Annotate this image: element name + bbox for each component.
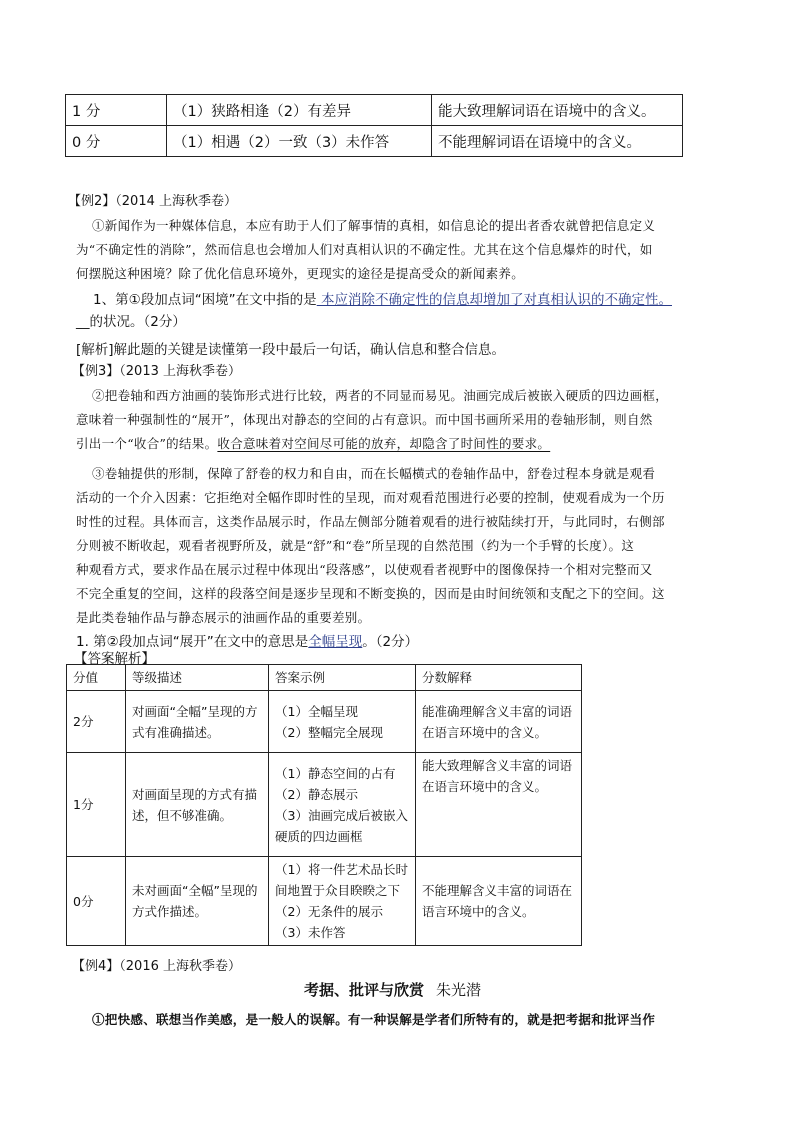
example3-para-line bbox=[76, 434, 736, 452]
example2-para-line: ①新闻作为一种媒体信息，本应有助于人们了解事情的真相，如信息论的提出者香农就曾把信息定义 bbox=[92, 218, 656, 233]
header-examples: 答案示例 bbox=[269, 665, 416, 691]
answer-text: 全幅呈现 bbox=[308, 634, 363, 650]
example-cell bbox=[269, 857, 416, 946]
example-item: （1）全幅呈现 bbox=[275, 703, 358, 719]
table-row bbox=[67, 857, 582, 946]
example3-para-line: ③卷轴提供的形制，保障了舒卷的权力和自由，而在长幅横式的卷轴作品中，舒卷过程本身就是观看 bbox=[92, 466, 656, 481]
example-cell bbox=[269, 753, 416, 857]
answer-heading: 【答案解析】 bbox=[74, 651, 155, 667]
table-row bbox=[67, 691, 582, 753]
example-cell: （1）狭路相逢（2）有差异 bbox=[167, 95, 432, 126]
question-text: 1. 第②段加点词“展开”在文中的意思是 bbox=[76, 634, 309, 650]
question-text: 的状况。（2分） bbox=[89, 314, 186, 330]
example-item: （2）整幅完全展现 bbox=[275, 724, 383, 740]
example3-heading: 【例3】（2013 上海秋季卷） bbox=[72, 364, 241, 379]
table-row bbox=[67, 753, 582, 857]
example2-analysis: [解析]解此题的关键是读懂第一段中最后一句话，确认信息和整合信息。 bbox=[76, 342, 506, 358]
scoring-rubric-table bbox=[66, 664, 582, 946]
answer-blank: __ bbox=[76, 314, 90, 330]
score-cell: 1分 bbox=[67, 753, 126, 857]
score-cell: 2分 bbox=[67, 691, 126, 753]
example3-para-line: 不完全重复的空间，这样的段落空间是逐步呈现和不断变换的，因而是由时间统领和支配之下的空间。这 bbox=[76, 586, 665, 601]
example-item: （1）将一件艺术品长时间地置于众目睽睽之下 bbox=[275, 862, 408, 898]
header-explain: 分数解释 bbox=[416, 665, 582, 691]
table-header-row bbox=[67, 665, 582, 691]
example2-question-cont bbox=[76, 310, 186, 330]
example-cell bbox=[269, 691, 416, 753]
desc-cell: 对画面“全幅”呈现的方式有准确描述。 bbox=[126, 691, 269, 753]
score-cell: 0 分 bbox=[66, 126, 167, 157]
article-title: 考据、批评与欣赏 bbox=[304, 981, 425, 999]
score-cell: 0分 bbox=[67, 857, 126, 946]
question-score: 。（2分） bbox=[362, 634, 419, 650]
example3-para-line: 种观看方式，要求作品在展示过程中体现出“段落感”，以使观看者视野中的图像保持一个相对完整而又 bbox=[76, 562, 653, 577]
example2-para-line: 为“不确定性的消除”，然而信息也会增加人们对真相认识的不确定性。尤其在这个信息爆炸的时代，如 bbox=[76, 242, 653, 257]
example2-question bbox=[93, 288, 672, 308]
underlined-sentence: 收合意味着对空间尽可能的放弃，却隐含了时间性的要求。 bbox=[217, 436, 551, 451]
question-text: 1、第①段加点词“困境”在文中指的是 bbox=[93, 292, 317, 308]
example2-para-line: 何摆脱这种困境？除了优化信息环境外，更现实的途径是提高受众的新闻素养。 bbox=[76, 266, 525, 281]
header-score: 分值 bbox=[67, 665, 126, 691]
answer-text: 本应消除不确定性的信息却增加了对真相认识的不确定性。 bbox=[316, 292, 672, 308]
table-row bbox=[66, 126, 683, 157]
example3-para-line: ②把卷轴和西方油画的装饰形式进行比较，两者的不同显而易见。油画完成后被嵌入硬质的四边画框， bbox=[92, 388, 669, 403]
article-author: 朱光潜 bbox=[436, 981, 482, 999]
example3-para-line: 时性的过程。具体而言，这类作品展示时，作品左侧部分随着观看的进行被陆续打开，与此同时，右侧部 bbox=[76, 514, 665, 529]
example-cell: （1）相遇（2）一致（3）未作答 bbox=[167, 126, 432, 157]
table-row bbox=[66, 95, 683, 126]
example3-para-line: 意味着一种强制性的“展开”，体现出对静态的空间的占有意识。而中国书画所采用的卷轴形制，则自然 bbox=[76, 412, 653, 427]
explain-cell: 能大致理解含义丰富的词语在语言环境中的含义。 bbox=[416, 753, 582, 857]
example3-para-line: 分则被不断收起，观看者视野所及，就是“舒”和“卷”所呈现的自然范围（约为一个手臂的长度）。这 bbox=[76, 538, 635, 553]
desc-cell: 未对画面“全幅”呈现的方式作描述。 bbox=[126, 857, 269, 946]
example-item: （3）未作答 bbox=[275, 925, 346, 940]
example4-para-line: ①把快感、联想当作美感，是一般人的误解。有一种误解是学者们所特有的，就是把考据和批评当作 bbox=[92, 1012, 656, 1027]
score-cell: 1 分 bbox=[66, 95, 167, 126]
explain-cell: 能大致理解词语在语境中的含义。 bbox=[432, 95, 683, 126]
example4-heading: 【例4】（2016 上海秋季卷） bbox=[72, 959, 241, 974]
example-item: （2）无条件的展示 bbox=[275, 904, 383, 919]
score-table-top bbox=[65, 94, 683, 157]
article-title-line bbox=[304, 979, 481, 1000]
explain-cell: 能准确理解含义丰富的词语在语言环境中的含义。 bbox=[416, 691, 582, 753]
desc-cell: 对画面呈现的方式有描述，但不够准确。 bbox=[126, 753, 269, 857]
example-item: （1）静态空间的占有 bbox=[275, 765, 396, 781]
example-item: （2）静态展示 bbox=[275, 786, 358, 802]
example3-para-line: 活动的一个介入因素：它拒绝对全幅作即时性的呈现，而对观看范围进行必要的控制，使观看成为一个历 bbox=[76, 490, 665, 505]
example3-para-line: 是此类卷轴作品与静态展示的油画作品的重要差别。 bbox=[76, 610, 371, 625]
example2-heading: 【例2】（2014 上海秋季卷） bbox=[68, 194, 237, 209]
explain-cell: 不能理解词语在语境中的含义。 bbox=[432, 126, 683, 157]
explain-cell: 不能理解含义丰富的词语在语言环境中的含义。 bbox=[416, 857, 582, 946]
example-item: （3）油画完成后被嵌入硬质的四边画框 bbox=[275, 807, 408, 844]
header-level: 等级描述 bbox=[126, 665, 269, 691]
para-text: 引出一个“收合”的结果。 bbox=[76, 436, 218, 451]
